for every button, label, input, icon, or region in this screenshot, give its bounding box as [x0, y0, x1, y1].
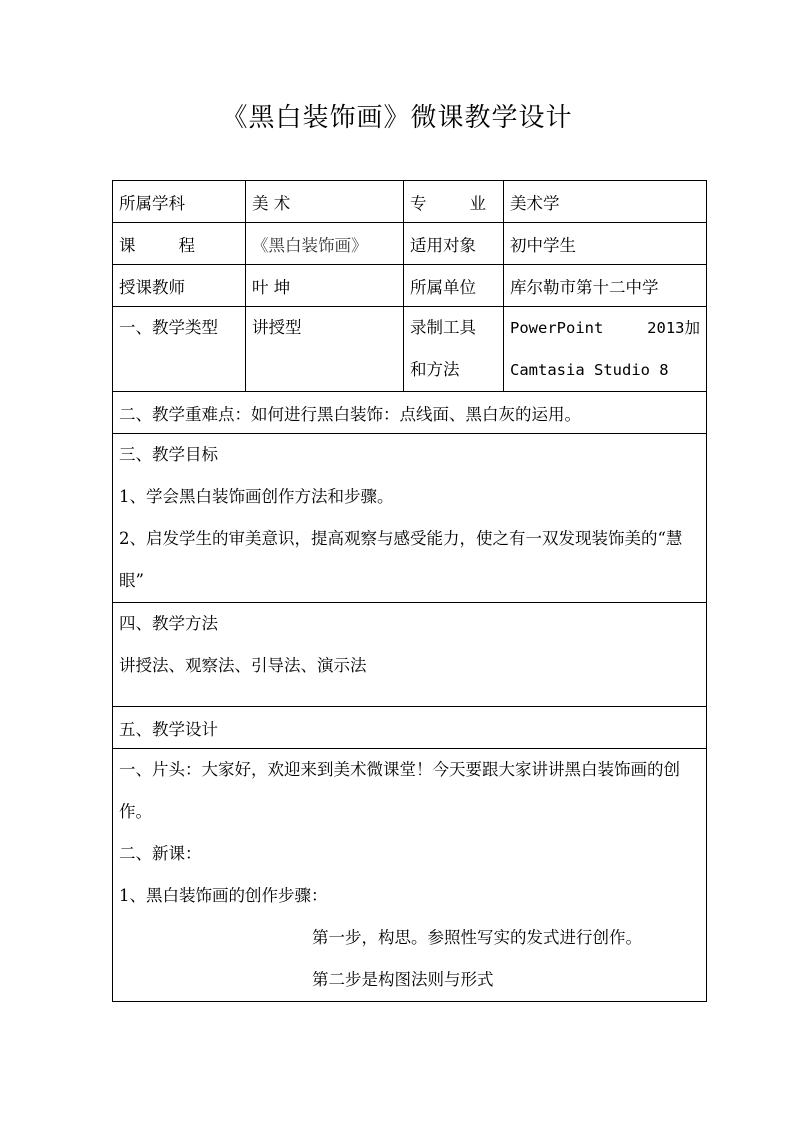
type-value: 讲授型 — [252, 318, 302, 337]
table-row-type — [113, 307, 707, 392]
teacher-value: 叶 坤 — [246, 265, 404, 307]
goals-heading: 三、教学目标 — [119, 445, 218, 464]
key-points-text: 二、教学重难点：如何进行黑白装饰：点线面、黑白灰的运用。 — [113, 392, 707, 434]
table-row-teacher — [113, 265, 707, 307]
tool-label-line2: 和方法 — [410, 360, 460, 379]
methods-text: 讲授法、观察法、引导法、演示法 — [119, 656, 367, 675]
step-2: 第二步是构图法则与形式 — [312, 970, 494, 989]
tool-value-line1 — [510, 307, 700, 349]
goal-item-1: 1、学会黑白装饰画创作方法和步骤。 — [119, 487, 394, 506]
tool-value-line2: Camtasia Studio 8 — [510, 361, 669, 379]
tool-value-cell — [504, 307, 707, 392]
goals-cell — [113, 434, 707, 603]
course-label-cell — [113, 223, 246, 265]
tool-label-cell — [404, 307, 504, 392]
course-label — [119, 232, 195, 256]
table-row-design-body — [113, 749, 707, 1002]
major-label — [410, 190, 486, 214]
tool-value-software: PowerPoint — [510, 319, 604, 337]
table-row-goals — [113, 434, 707, 603]
methods-heading: 四、教学方法 — [119, 614, 218, 633]
type-label-cell — [113, 307, 246, 392]
table-row-key-points — [113, 392, 707, 434]
subject-label: 所属学科 — [113, 181, 246, 223]
methods-cell — [113, 603, 707, 707]
table-row-design-heading — [113, 707, 707, 749]
design-heading: 五、教学设计 — [113, 707, 707, 749]
step-1: 第一步，构思。参照性写实的发式进行创作。 — [312, 928, 642, 947]
lesson-plan-table — [112, 180, 707, 1002]
unit-label: 所属单位 — [404, 265, 504, 307]
course-label-part-a: 课 — [119, 235, 136, 255]
course-label-part-b: 程 — [178, 235, 195, 255]
design-body-cell — [113, 749, 707, 1002]
tool-label-line1: 录制工具 — [410, 318, 476, 337]
type-label: 一、教学类型 — [119, 318, 218, 337]
table-row-course — [113, 223, 707, 265]
major-label-part-b: 业 — [469, 193, 486, 213]
steps-heading: 1、黑白装饰画的创作步骤： — [119, 886, 328, 905]
type-value-cell — [246, 307, 404, 392]
major-value: 美术学 — [504, 181, 707, 223]
major-label-cell — [404, 181, 504, 223]
design-intro: 一、片头：大家好，欢迎来到美术微课堂！今天要跟大家讲讲黑白装饰画的创作。 — [119, 760, 680, 821]
document-title: 《黑白装饰画》微课教学设计 — [221, 103, 573, 133]
table-row-methods — [113, 603, 707, 707]
major-label-part-a: 专 — [410, 193, 427, 213]
audience-value: 初中学生 — [504, 223, 707, 265]
teacher-label: 授课教师 — [113, 265, 246, 307]
new-lesson-heading: 二、新课： — [119, 844, 202, 863]
table-row-subject — [113, 181, 707, 223]
tool-value-version: 2013加 — [647, 319, 700, 337]
course-value: 《黑白装饰画》 — [246, 223, 404, 265]
goal-item-2: 2、启发学生的审美意识，提高观察与感受能力，使之有一双发现装饰美的“慧眼” — [119, 529, 683, 590]
unit-value: 库尔勒市第十二中学 — [504, 265, 707, 307]
subject-value: 美 术 — [246, 181, 404, 223]
audience-label: 适用对象 — [404, 223, 504, 265]
